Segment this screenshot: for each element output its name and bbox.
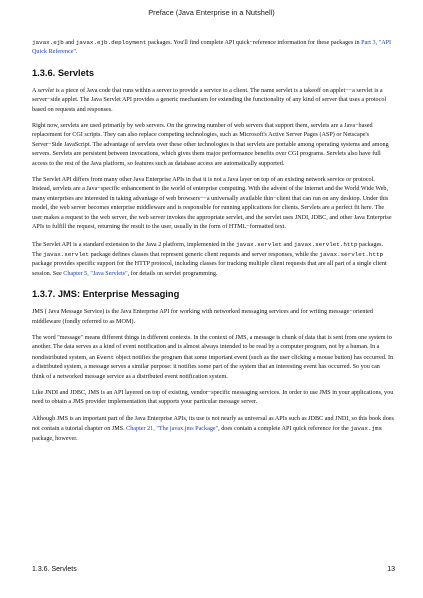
jms-paragraph-4: Although JMS is an important part of the Java Enterprise APIs, its use is not nearly as universal as APIs such as JDBC and JNDI, so this book does not contain a tutorial chapter on JMS. Chapter 21, "The javax.jms Package", does contain a complete API quick reference for the javax.jms package, however. bbox=[32, 415, 394, 442]
code-javax-servlet-http: javax.servlet.http bbox=[319, 250, 384, 258]
code-event: Event bbox=[96, 353, 115, 361]
code-javax-ejb-deployment: javax.ejb.deployment bbox=[75, 39, 147, 46]
code-javax-jms: javax.jms bbox=[350, 425, 383, 433]
servlets-paragraph-2: Right now, servlets are used primarily by web servers. On the growing number of web servers that support them, servlets are a Java−based replacement for CGI scripts. They can also replace competing technologies, such as Microsoft's Active Server Pages (ASP) or Netscape's Server−Side JavaScript. The advantage of servlets over these other technologies is that servlets are portable among operating systems and among servers. Servlets are persistent between invocations, which gives them major performance benefits over CGI programs. Servlets also have full access to the rest of the Java platform, so features such as database access are automatically supported. bbox=[32, 123, 389, 167]
link-chapter-5-java-servlets[interactable]: Chapter 5, "Java Servlets" bbox=[63, 270, 128, 277]
servlets-paragraph-3: The Servlet API differs from many other Java Enterprise APIs in that it is not a Java layer on top of an existing network service or protocol. Instead, servlets are a Java−specific enhancement to the world of enterprise computing. With the advent of the Internet and the World Wide Web, many enterprises are interested in taking advantage of web browsers−−a universally available thin−client that can run on any desktop. Under this model, the web server becomes enterprise middleware and is responsible for running applications for clients. Servlets are a perfect fit here. The user makes a request to the web server, the web server invokes the appropriate servlet, and the servlet uses JNDI, JDBC, and other Java Enterprise APIs to fulfill the request, returning the result to the user, usually in the form of HTML−formatted text. bbox=[32, 177, 392, 231]
code-javax-ejb: javax.ejb bbox=[32, 39, 64, 46]
jms-paragraph-1: JMS ( Java Message Service) is the Java Enterprise API for working with networked messaging services and for writing message−oriented middleware (fondly referred to as MOM). bbox=[32, 309, 373, 325]
heading-servlets: 1.3.6. Servlets bbox=[32, 67, 95, 78]
footer-page-number: 13 bbox=[387, 566, 395, 573]
code-javax-servlet: javax.servlet bbox=[43, 250, 90, 258]
term-servlet: servlet bbox=[37, 87, 55, 94]
link-part-3-api-quick-reference[interactable]: Part 3, "API Quick Reference" bbox=[32, 40, 392, 56]
jms-paragraph-3: Like JNDI and JDBC, JMS is an API layered on top of existing, vendor−specific messaging services. In order to use JMS in your applications, you need to obtain a JMS provider implementation that supports your particular message server. bbox=[32, 389, 394, 406]
page-footer bbox=[32, 566, 395, 573]
intro-paragraph: javax.ejb and javax.ejb.deployment packages. You'll find complete API quick−reference information for these packages in Part 3, "API Quick Reference". bbox=[32, 39, 392, 56]
code-javax-servlet: javax.servlet bbox=[235, 240, 282, 248]
heading-jms: 1.3.7. JMS: Enterprise Messaging bbox=[32, 289, 180, 300]
running-header: Preface (Java Enterprise in a Nutshell) bbox=[148, 8, 275, 17]
code-javax-servlet-http: javax.servlet.http bbox=[293, 240, 358, 248]
link-chapter-21-javax-jms-package[interactable]: Chapter 21, "The javax.jms Package" bbox=[126, 426, 219, 433]
servlets-paragraph-1: A servlet is a piece of Java code that runs within a server to provide a service to a client. The name servlet is a takeoff on applet−−a servlet is a server−side applet. The Java Servlet API provides a generic mechanism for extending the functionality of any kind of server that uses a protocol based on requests and responses. bbox=[32, 87, 387, 113]
footer-section-label: 1.3.6. Servlets bbox=[32, 566, 77, 573]
servlets-paragraph-4: The Servlet API is a standard extension to the Java 2 platform, implemented in the javax.servlet and javax.servlet.http packages. The javax.servlet package defines classes that represent generic client requests and server responses, while the javax.servlet.http package provides specific support for the HTTP protocol, including classes for tracking multiple client requests that are all part of a single client session. See Chapter 5, "Java Servlets", for details on servlet programming. bbox=[32, 240, 387, 277]
page-content bbox=[32, 38, 394, 451]
jms-paragraph-2: The word "message" means different things in different contexts. In the context of JMS, a message is chunk of data that is sent from one system to another. The data serves as a kind of event notification and is almost always intended to be read by a computer program, not by a human. In a nondistributed system, an Event object notifies the program that some important event (such as the user clicking a mouse button) has occurred. In a distributed system, a message serves a similar purpose: it notifies some part of the system that an interesting event has occurred. So you can think of a networked message service as a distributed event notification system. bbox=[32, 334, 394, 380]
